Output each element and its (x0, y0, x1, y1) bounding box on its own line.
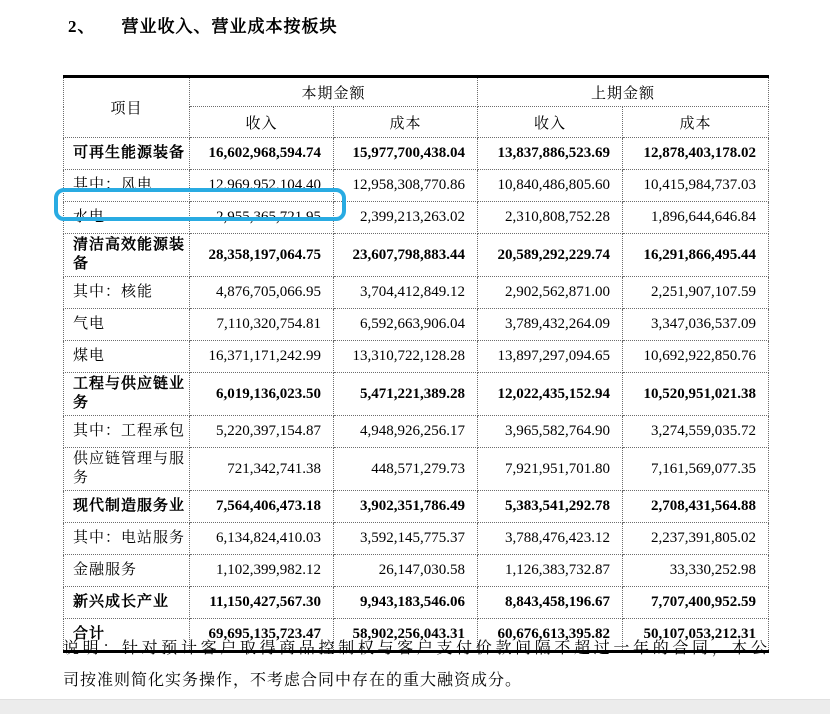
header-prior-cost: 成本 (623, 107, 769, 138)
table-row (64, 587, 769, 619)
row-label: 水电 (64, 202, 190, 234)
row-label: 现代制造服务业 (64, 491, 190, 523)
row-value: 11,150,427,567.30 (190, 587, 334, 619)
table-row (64, 491, 769, 523)
table-row (64, 341, 769, 373)
table-row (64, 234, 769, 277)
section-number: 2、 (68, 17, 96, 36)
table-row (64, 309, 769, 341)
row-value: 12,878,403,178.02 (623, 138, 769, 170)
header-current-cost: 成本 (334, 107, 478, 138)
table-header-row-1 (64, 77, 769, 107)
row-value: 7,110,320,754.81 (190, 309, 334, 341)
row-value: 16,371,171,242.99 (190, 341, 334, 373)
row-label: 气电 (64, 309, 190, 341)
revenue-cost-by-segment-table (63, 75, 769, 653)
row-value: 3,592,145,775.37 (334, 523, 478, 555)
row-value: 721,342,741.38 (190, 448, 334, 491)
row-value: 3,788,476,423.12 (478, 523, 623, 555)
row-value: 12,022,435,152.94 (478, 373, 623, 416)
row-label: 可再生能源装备 (64, 138, 190, 170)
row-value: 4,948,926,256.17 (334, 416, 478, 448)
header-prior-income: 收入 (478, 107, 623, 138)
footnote (63, 633, 768, 697)
header-current-income: 收入 (190, 107, 334, 138)
row-value: 2,955,365,721.95 (190, 202, 334, 234)
header-item: 项目 (64, 77, 190, 138)
row-value: 8,843,458,196.67 (478, 587, 623, 619)
row-label: 供应链管理与服务 (64, 448, 190, 491)
row-label: 工程与供应链业务 (64, 373, 190, 416)
row-value: 2,399,213,263.02 (334, 202, 478, 234)
window-bottom-edge (0, 699, 830, 714)
row-value: 2,708,431,564.88 (623, 491, 769, 523)
row-value: 13,310,722,128.28 (334, 341, 478, 373)
row-value: 13,837,886,523.69 (478, 138, 623, 170)
row-value: 4,876,705,066.95 (190, 277, 334, 309)
footnote-line-2: 司按准则简化实务操作，不考虑合同中存在的重大融资成分。 (63, 672, 523, 689)
table-row (64, 555, 769, 587)
row-value: 3,965,582,764.90 (478, 416, 623, 448)
row-label: 金融服务 (64, 555, 190, 587)
row-value: 2,310,808,752.28 (478, 202, 623, 234)
table-row (64, 202, 769, 234)
row-value: 1,896,644,646.84 (623, 202, 769, 234)
row-value: 448,571,279.73 (334, 448, 478, 491)
row-value: 7,564,406,473.18 (190, 491, 334, 523)
row-value: 33,330,252.98 (623, 555, 769, 587)
row-label: 清洁高效能源装备 (64, 234, 190, 277)
row-label: 其中：风电 (64, 170, 190, 202)
row-value: 28,358,197,064.75 (190, 234, 334, 277)
row-value: 60,676,613,395.82 (478, 619, 623, 652)
table-row (64, 373, 769, 416)
row-value: 16,291,866,495.44 (623, 234, 769, 277)
row-value: 69,695,135,723.47 (190, 619, 334, 652)
row-value: 6,592,663,906.04 (334, 309, 478, 341)
row-value: 5,383,541,292.78 (478, 491, 623, 523)
table-row (64, 523, 769, 555)
row-label: 其中：电站服务 (64, 523, 190, 555)
row-value: 1,126,383,732.87 (478, 555, 623, 587)
row-value: 10,692,922,850.76 (623, 341, 769, 373)
row-value: 3,274,559,035.72 (623, 416, 769, 448)
row-value: 23,607,798,883.44 (334, 234, 478, 277)
row-value: 2,251,907,107.59 (623, 277, 769, 309)
table-row (64, 170, 769, 202)
table-row (64, 416, 769, 448)
footnote-line-1: 说明：针对预计客户取得商品控制权与客户支付价款间隔不超过一年的合同，本公 (63, 640, 768, 657)
row-value: 7,161,569,077.35 (623, 448, 769, 491)
row-value: 10,840,486,805.60 (478, 170, 623, 202)
section-title (68, 12, 338, 37)
row-value: 2,902,562,871.00 (478, 277, 623, 309)
row-label: 新兴成长产业 (64, 587, 190, 619)
table-row (64, 277, 769, 309)
row-label: 其中：工程承包 (64, 416, 190, 448)
row-value: 6,019,136,023.50 (190, 373, 334, 416)
row-value: 12,969,952,104.40 (190, 170, 334, 202)
table-row (64, 138, 769, 170)
row-value: 10,415,984,737.03 (623, 170, 769, 202)
row-value: 3,902,351,786.49 (334, 491, 478, 523)
row-value: 26,147,030.58 (334, 555, 478, 587)
row-value: 3,704,412,849.12 (334, 277, 478, 309)
row-value: 16,602,968,594.74 (190, 138, 334, 170)
row-label: 煤电 (64, 341, 190, 373)
row-value: 2,237,391,805.02 (623, 523, 769, 555)
row-value: 5,220,397,154.87 (190, 416, 334, 448)
row-label: 其中：核能 (64, 277, 190, 309)
header-current-period: 本期金额 (190, 77, 478, 107)
row-value: 10,520,951,021.38 (623, 373, 769, 416)
row-value: 15,977,700,438.04 (334, 138, 478, 170)
table-row (64, 448, 769, 491)
row-value: 20,589,292,229.74 (478, 234, 623, 277)
row-value: 6,134,824,410.03 (190, 523, 334, 555)
row-value: 50,107,053,212.31 (623, 619, 769, 652)
header-prior-period: 上期金额 (478, 77, 769, 107)
row-value: 7,707,400,952.59 (623, 587, 769, 619)
section-title-text: 营业收入、营业成本按板块 (121, 17, 338, 36)
row-value: 3,347,036,537.09 (623, 309, 769, 341)
row-value: 5,471,221,389.28 (334, 373, 478, 416)
row-label: 合计 (64, 619, 190, 652)
row-value: 1,102,399,982.12 (190, 555, 334, 587)
row-value: 9,943,183,546.06 (334, 587, 478, 619)
row-value: 13,897,297,094.65 (478, 341, 623, 373)
row-value: 7,921,951,701.80 (478, 448, 623, 491)
row-value: 58,902,256,043.31 (334, 619, 478, 652)
row-value: 12,958,308,770.86 (334, 170, 478, 202)
row-value: 3,789,432,264.09 (478, 309, 623, 341)
